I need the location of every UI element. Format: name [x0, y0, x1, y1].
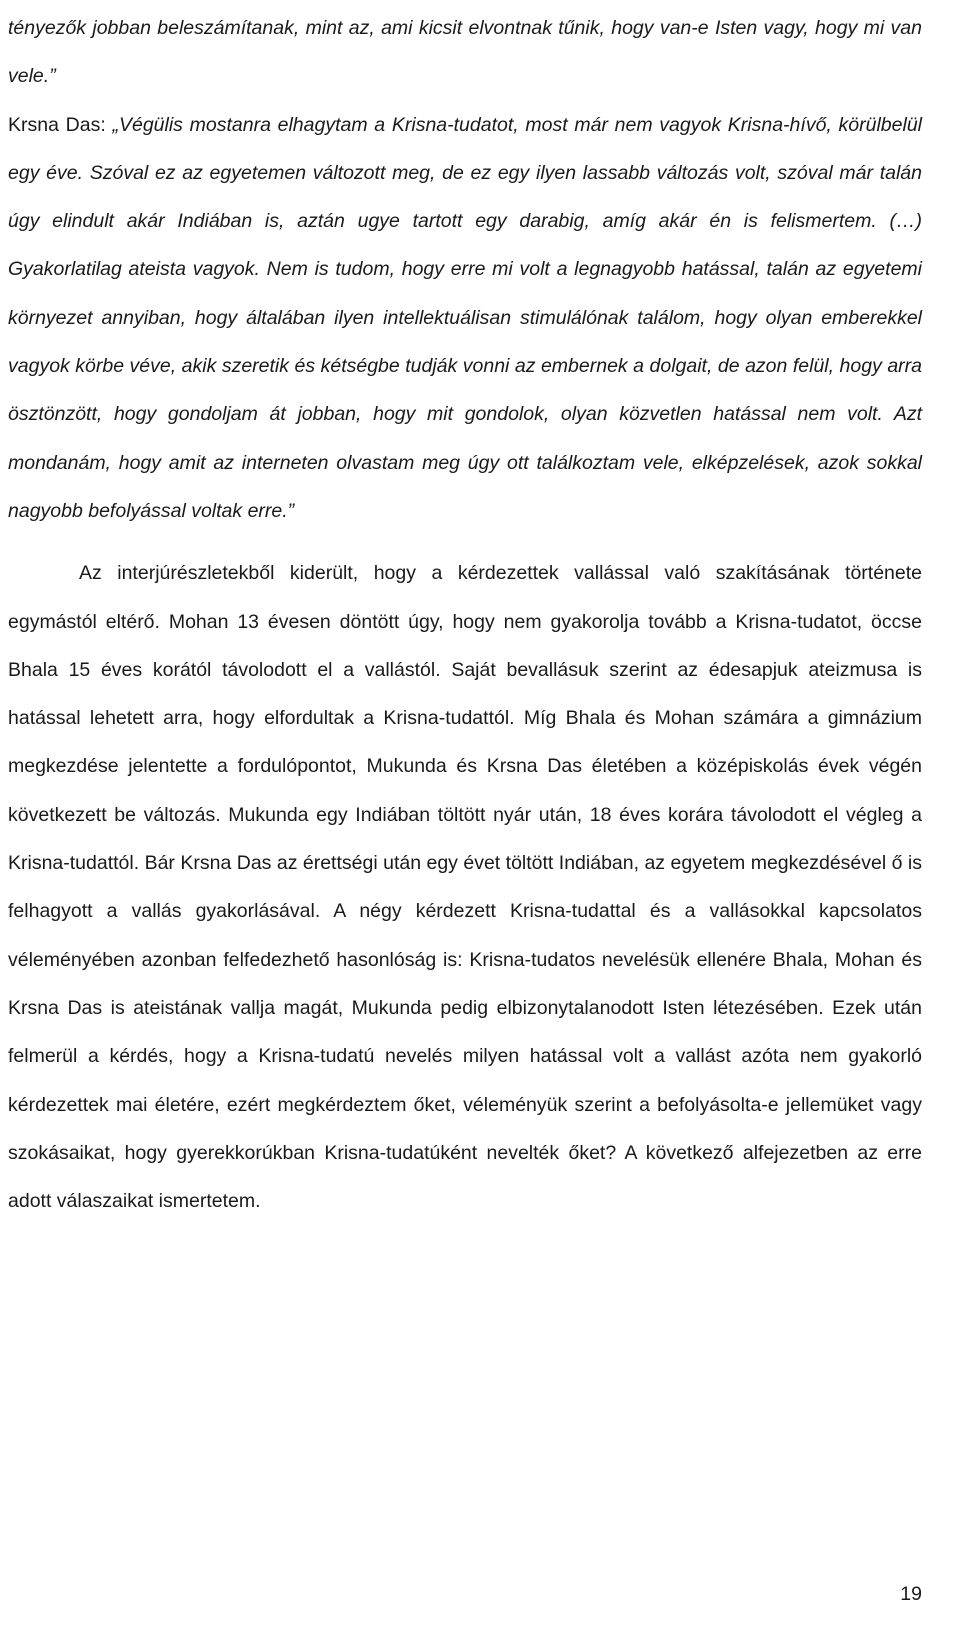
analysis-paragraph	[8, 549, 922, 1225]
quote-continuation-text: tényezők jobban beleszámítanak, mint az, ami kicsit elvontnak tűnik, hogy van-e Isten vagy, hogy mi van vele.”	[8, 17, 922, 88]
quote-continuation-paragraph	[8, 4, 922, 101]
krsna-das-quote-text: „Végülis mostanra elhagytam a Krisna-tudatot, most már nem vagyok Krisna-hívő, körülbelül egy éve. Szóval ez az egyetemen változott meg, de ez egy ilyen lassabb változás volt, szóval már talán úgy elindult akár Indiában is, aztán ugye tartott egy darabig, amíg akár én is felismertem. (…) Gyakorlatilag ateista vagyok. Nem is tudom, hogy erre mi volt a legnagyobb hatással, talán az egyetemi környezet annyiban, hogy általában ilyen intellektuálisan stimulálónak találom, hogy olyan emberekkel vagyok körbe véve, akik szeretik és kétségbe tudják vonni az embernek a dolgait, de azon felül, hogy arra ösztönzött, hogy gondoljam át jobban, hogy mit gondolok, olyan közvetlen hatással nem volt. Azt mondanám, hogy amit az interneten olvastam meg úgy ott találkoztam vele, elképzelések, azok sokkal nagyobb befolyással voltak erre.”	[8, 113, 923, 522]
analysis-text: Az interjúrészletekből kiderült, hogy a kérdezettek vallással való szakításának története egymástól eltérő. Mohan 13 évesen döntött úgy, hogy nem gyakorolja tovább a Krisna-tudatot, öccse Bhala 15 éves korától távolodott el a vallástól. Saját bevallásuk szerint az édesapjuk ateizmusa is hatással lehetett arra, hogy elfordultak a Krisna-tudattól. Míg Bhala és Mohan számára a gimnázium megkezdése jelentette a fordulópontot, Mukunda és Krsna Das életében a középiskolás évek végén következett be változás. Mukunda egy Indiában töltött nyár után, 18 éves korára távolodott el végleg a Krisna-tudattól. Bár Krsna Das az érettségi után egy évet töltött Indiában, az egyetem megkezdésével ő is felhagyott a vallás gyakorlásával. A négy kérdezett Krisna-tudattal és a vallásokkal kapcsolatos véleményében azonban felfedezhető hasonlóság is: Krisna-tudatos nevelésük ellenére Bhala, Mohan és Krsna Das is ateistának vallja magát, Mukunda pedig elbizonytalanodott Isten létezésében. Ezek után felmerül a kérdés, hogy a Krisna-tudatú nevelés milyen hatással volt a vallást azóta nem gyakorló kérdezettek mai életére, ezért megkérdeztem őket, véleményük szerint a befolyásolta-e jellemüket vagy szokásaikat, hogy gyerekkorúkban Krisna-tudatúként nevelték őket? A következő alfejezetben az erre adott válaszaikat ismertetem.	[8, 562, 922, 1213]
speaker-label: Krsna Das:	[8, 113, 113, 136]
page-number: 19	[900, 1583, 922, 1605]
krsna-das-quote-paragraph	[8, 101, 922, 536]
